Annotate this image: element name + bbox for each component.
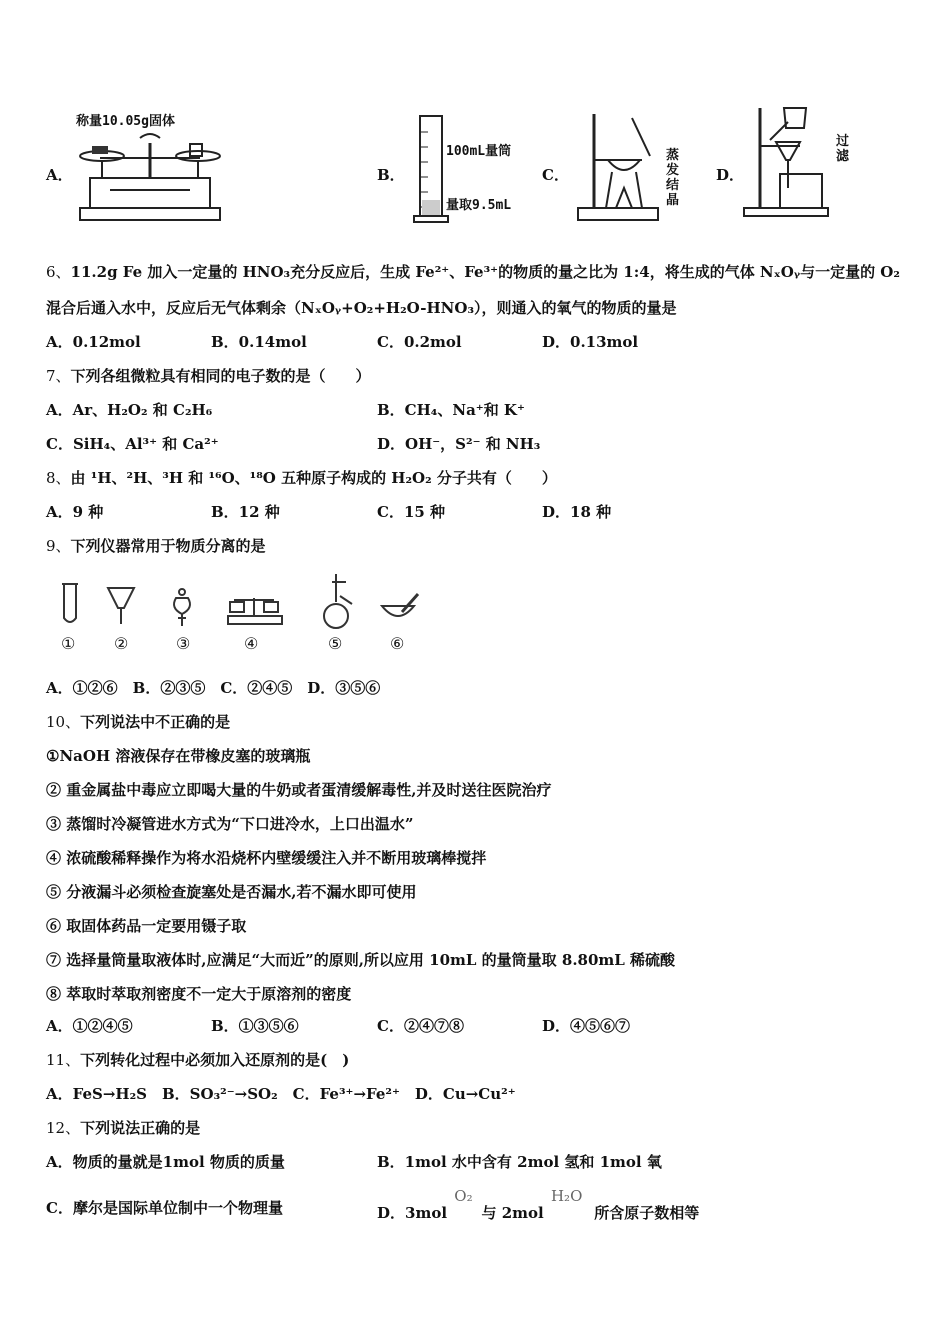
q8-option-d: D．18 种 (542, 503, 612, 521)
q12-option-b: B．1mol 水中含有 2mol 氢和 1mol 氧 (377, 1153, 662, 1171)
q12-formula-h2o: H₂O (550, 1187, 583, 1205)
q10-option-d: D．④⑤⑥⑦ (542, 1017, 631, 1035)
q8-number: 8、 (46, 469, 71, 487)
q12-stem (46, 1118, 200, 1138)
instrument-label-1: ① (61, 634, 76, 653)
q7-stem (46, 366, 371, 386)
q6-stem-line2: 混合后通入水中，反应后无气体剩余（NₓOᵧ+O₂+H₂O-HNO₃），则通入的氧气的物质的量是 (46, 299, 677, 317)
q5-option-d-label: D． (716, 166, 745, 184)
q8-text: 由 ¹H、²H、³H 和 ¹⁶O、¹⁸O 五种原子构成的 H₂O₂ 分子共有（ ） (70, 469, 557, 487)
filtration-figure (740, 104, 850, 223)
instrument-label-6: ⑥ (390, 634, 405, 653)
q12-formula-o2: O₂ (454, 1187, 473, 1205)
q10-item-2: ② 重金属盐中毒应立即喝大量的牛奶或者蛋清缓解毒性,并及时送往医院治疗 (46, 781, 552, 799)
instrument-label-3: ③ (176, 634, 191, 653)
q12-option-a: A．物质的量就是1mol 物质的质量 (46, 1153, 285, 1171)
q10-number: 10、 (46, 713, 81, 731)
q6-number: 6、 (46, 263, 71, 281)
q7-number: 7、 (46, 367, 71, 385)
q12-option-c: C．摩尔是国际单位制中一个物理量 (46, 1199, 283, 1217)
q7-option-c: C．SiH₄、Al³⁺ 和 Ca²⁺ (46, 435, 219, 453)
q6-option-b: B．0.14mol (211, 333, 307, 351)
q12-text: 下列说法正确的是 (80, 1119, 201, 1137)
q12-option-d-mid: 与 2mol (481, 1204, 544, 1222)
q11-stem (46, 1050, 349, 1070)
q7-option-a: A．Ar、H₂O₂ 和 C₂H₆ (46, 401, 213, 419)
q10-stem (46, 712, 230, 732)
q10-option-b: B．①③⑤⑥ (211, 1017, 299, 1035)
q8-option-a: A．9 种 (46, 503, 104, 521)
balance-caption: 称量10.05g固体 (76, 114, 175, 129)
q6-option-c: C．0.2mol (377, 333, 462, 351)
instruments-icon (46, 572, 426, 632)
q7-text: 下列各组微粒具有相同的电子数的是（ ） (70, 367, 371, 385)
q11-number: 11、 (46, 1051, 81, 1069)
q10-item-1: ①NaOH 溶液保存在带橡皮塞的玻璃瓶 (46, 747, 311, 765)
q10-item-5: ⑤ 分液漏斗必须检查旋塞处是否漏水,若不漏水即可使用 (46, 883, 417, 901)
filtration-caption: 过滤 (836, 134, 850, 164)
q10-item-4: ④ 浓硫酸稀释操作为将水沿烧杯内壁缓缓注入并不断用玻璃棒搅拌 (46, 849, 487, 867)
cylinder-caption-measure: 量取9.5mL (446, 198, 512, 213)
q10-text: 下列说法中不正确的是 (80, 713, 231, 731)
q5-option-b-label: B． (377, 166, 405, 184)
q12-number: 12、 (46, 1119, 81, 1137)
cylinder-figure (412, 112, 512, 231)
filtration-apparatus-icon (740, 104, 830, 219)
q6-option-d: D．0.13mol (542, 333, 639, 351)
q6-stem-line1 (46, 262, 900, 282)
q12-option-d-suffix: 所含原子数相等 (594, 1204, 700, 1222)
instrument-label-2: ② (114, 634, 129, 653)
q10-option-c: C．②④⑦⑧ (377, 1017, 464, 1035)
q8-stem (46, 468, 557, 488)
q9-text: 下列仪器常用于物质分离的是 (70, 537, 266, 555)
q7-option-d: D．OH⁻，S²⁻ 和 NH₃ (377, 435, 541, 453)
q7-option-b: B．CH₄、Na⁺和 K⁺ (377, 401, 525, 419)
balance-figure (70, 108, 230, 232)
q9-number: 9、 (46, 537, 71, 555)
q11-options: A．FeS→H₂S B．SO₃²⁻→SO₂ C．Fe³⁺→Fe²⁺ D．Cu→Cu²⁺ (46, 1085, 516, 1103)
q12-option-d-prefix: D．3mol (377, 1204, 448, 1222)
q12-formula-o2-box (452, 1187, 476, 1218)
evaporation-caption: 蒸发结晶 (666, 148, 680, 208)
q10-item-7: ⑦ 选择量筒量取液体时,应满足“大而近”的原则,所以应用 10mL 的量筒量取 8.80mL 稀硫酸 (46, 951, 676, 969)
q5-option-c-label: C． (542, 166, 569, 184)
q6-text-line1: 11.2g Fe 加入一定量的 HNO₃充分反应后，生成 Fe²⁺、Fe³⁺的物质的量之比为 1:4，将生成的气体 NₓOᵧ与一定量的 O₂ (70, 263, 900, 281)
q8-option-b: B．12 种 (211, 503, 280, 521)
q12-option-d (377, 1187, 700, 1223)
q12-formula-h2o-box (549, 1187, 589, 1218)
q8-option-c: C．15 种 (377, 503, 446, 521)
instrument-label-5: ⑤ (328, 634, 343, 653)
q6-option-a: A．0.12mol (46, 333, 141, 351)
q10-item-6: ⑥ 取固体药品一定要用镊子取 (46, 917, 247, 935)
instrument-label-4: ④ (244, 634, 259, 653)
instruments-figure (46, 572, 426, 636)
q10-option-a: A．①②④⑤ (46, 1017, 133, 1035)
q10-item-3: ③ 蒸馏时冷凝管进水方式为“下口进冷水，上口出温水” (46, 815, 414, 833)
q10-item-8: ⑧ 萃取时萃取剂密度不一定大于原溶剂的密度 (46, 985, 352, 1003)
evaporation-figure (572, 108, 680, 227)
q5-option-a-label: A． (46, 166, 73, 184)
cylinder-caption-volume: 100mL量筒 (446, 144, 512, 159)
q9-options: A．①②⑥ B．②③⑤ C．②④⑤ D．③⑤⑥ (46, 679, 381, 697)
q9-stem (46, 536, 266, 556)
evaporation-apparatus-icon (572, 108, 662, 223)
q11-text: 下列转化过程中必须加入还原剂的是( ) (80, 1051, 350, 1069)
